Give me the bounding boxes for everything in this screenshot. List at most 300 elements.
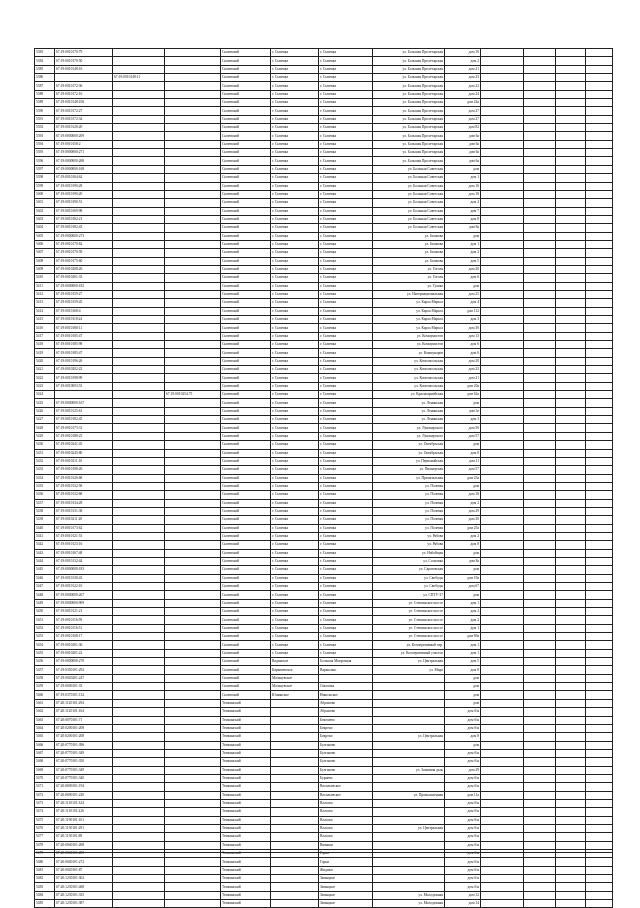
settlement-cell: г. Сычевка (271, 307, 319, 315)
cadastral-number-extra-cell (165, 332, 221, 340)
empty-cell (481, 274, 524, 282)
table-row (35, 808, 613, 816)
empty-cell (556, 799, 586, 807)
cadastral-number-extra-cell (165, 341, 221, 349)
empty-cell (524, 474, 556, 482)
row-number-cell: 5430 (35, 441, 55, 449)
cadastral-number-alt-cell (113, 282, 165, 290)
locality-cell: г. Сычевка (319, 407, 373, 415)
house-number-cell: дом 2 (445, 199, 481, 207)
locality-cell: г. Сычевка (319, 65, 373, 73)
street-cell: ул. Большая Пролетарская (373, 140, 445, 148)
cadastral-number-alt-cell (113, 758, 165, 766)
locality-cell: Бурнево (319, 774, 373, 782)
empty-cell (556, 624, 586, 632)
empty-cell (556, 374, 586, 382)
house-number-cell: дом 2 (445, 616, 481, 624)
street-cell: ул. Сосновка (373, 557, 445, 565)
empty-cell (556, 841, 586, 849)
locality-cell: г. Сычевка (319, 290, 373, 298)
district-cell: Сычевский (221, 190, 271, 198)
cadastral-number-cell: 67:19:0000000:182 (55, 282, 113, 290)
house-number-cell: дом 2 (445, 249, 481, 257)
row-number-cell: 5468 (35, 758, 55, 766)
street-cell: ул. Луначарского (373, 424, 445, 432)
locality-cell: г. Сычевка (319, 466, 373, 474)
empty-cell (586, 341, 613, 349)
locality-cell: Бекрено (319, 724, 373, 732)
street-cell: ул. Пионерская (373, 466, 445, 474)
empty-cell (586, 157, 613, 165)
empty-cell (524, 307, 556, 315)
district-cell: Темкинский (221, 866, 271, 874)
street-cell: ул. Полевая (373, 491, 445, 499)
house-number-cell: дом б/н (445, 783, 481, 791)
empty-cell (556, 457, 586, 465)
empty-cell (481, 883, 524, 891)
house-number-cell: дом 69а (445, 633, 481, 641)
table-row (35, 249, 613, 257)
row-number-cell: 5394 (35, 140, 55, 148)
empty-cell (481, 457, 524, 465)
district-cell: Сычевский (221, 566, 271, 574)
empty-cell (556, 182, 586, 190)
street-cell (373, 741, 445, 749)
empty-cell (586, 374, 613, 382)
cadastral-number-extra-cell (165, 699, 221, 707)
street-cell: ул. Бычкова (373, 249, 445, 257)
empty-cell (586, 357, 613, 365)
row-number-cell: 5413 (35, 299, 55, 307)
district-cell: Сычевский (221, 357, 271, 365)
cadastral-number-cell: 67:19:0010131:38 (55, 507, 113, 515)
street-cell: ул. Молодежная (373, 891, 445, 899)
house-number-cell: дом (445, 691, 481, 699)
settlement-cell: г. Сычевка (271, 357, 319, 365)
cadastral-number-alt-cell (113, 99, 165, 107)
district-cell: Сычевский (221, 199, 271, 207)
house-number-cell: дом 23 (445, 74, 481, 82)
empty-cell (524, 257, 556, 265)
row-number-cell: 5411 (35, 282, 55, 290)
row-number-cell: 5423 (35, 382, 55, 390)
settlement-cell: г. Сычевка (271, 532, 319, 540)
empty-cell (481, 441, 524, 449)
cadastral-number-cell: 67:20:1230101:387 (55, 900, 113, 908)
table-row (35, 65, 613, 73)
street-cell: ул. СПТУ-37 (373, 591, 445, 599)
cadastral-number-extra-cell: 67:19:0010254:75 (165, 391, 221, 399)
table-row (35, 457, 613, 465)
settlement-cell: г. Сычевка (271, 207, 319, 215)
locality-cell: г. Сычевка (319, 599, 373, 607)
cadastral-number-cell: 67:19:0010172:16 (55, 90, 113, 98)
empty-cell (481, 341, 524, 349)
settlement-cell (271, 749, 319, 757)
cadastral-number-alt-cell (113, 799, 165, 807)
settlement-cell (271, 816, 319, 824)
empty-cell (481, 82, 524, 90)
cadastral-number-cell: 67:19:0010173:62 (55, 524, 113, 532)
cadastral-number-extra-cell (165, 541, 221, 549)
locality-cell: Горки (319, 858, 373, 866)
street-cell: ул. Коммунаров (373, 349, 445, 357)
cadastral-number-extra-cell (165, 374, 221, 382)
street-cell: ул. Набойщая (373, 549, 445, 557)
cadastral-number-cell: 67:19:0010190:51 (55, 199, 113, 207)
empty-cell (586, 382, 613, 390)
cadastral-number-extra-cell (165, 157, 221, 165)
table-row (35, 507, 613, 515)
settlement-cell: Караваевское (271, 666, 319, 674)
street-cell: ул. Рябова (373, 541, 445, 549)
district-cell: Темкинский (221, 824, 271, 832)
house-number-cell: дом (445, 674, 481, 682)
row-number-cell: 5447 (35, 583, 55, 591)
table-row (35, 149, 613, 157)
cadastral-number-alt-cell (113, 416, 165, 424)
empty-cell (586, 649, 613, 657)
table-row (35, 758, 613, 766)
locality-cell: г. Сычевка (319, 349, 373, 357)
cadastral-number-extra-cell (165, 516, 221, 524)
locality-cell: г. Сычевка (319, 382, 373, 390)
cadastral-number-alt-cell (113, 633, 165, 641)
cadastral-number-alt-cell (113, 316, 165, 324)
district-cell: Темкинский (221, 724, 271, 732)
cadastral-number-alt-cell (113, 474, 165, 482)
cadastral-number-cell: 67:19:0010170:62 (55, 240, 113, 248)
row-number-cell: 5476 (35, 824, 55, 832)
cadastral-number-alt-cell (113, 115, 165, 123)
district-cell: Темкинский (221, 741, 271, 749)
cadastral-number-alt-cell (113, 691, 165, 699)
empty-cell (481, 699, 524, 707)
locality-cell: г. Сычевка (319, 107, 373, 115)
district-cell: Сычевский (221, 633, 271, 641)
empty-cell (524, 282, 556, 290)
empty-cell (481, 99, 524, 107)
cadastral-number-cell: 67:19:0010170:50 (55, 57, 113, 65)
cadastral-number-cell: 67:20:0690101:220 (55, 791, 113, 799)
cadastral-number-extra-cell (165, 591, 221, 599)
house-number-cell: дом 6 (445, 274, 481, 282)
cadastral-number-cell: 67:19:0010116:59 (55, 616, 113, 624)
empty-cell (586, 666, 613, 674)
house-number-cell: дом 30 (445, 324, 481, 332)
street-cell: ул. Большая Пролетарская (373, 82, 445, 90)
cadastral-number-alt-cell (113, 466, 165, 474)
district-cell: Сычевский (221, 549, 271, 557)
house-number-cell: дом 20 (445, 357, 481, 365)
table-row (35, 282, 613, 290)
empty-cell (556, 524, 586, 532)
house-number-cell: дом б/н (445, 841, 481, 849)
row-number-cell: 5473 (35, 799, 55, 807)
district-cell: Сычевский (221, 641, 271, 649)
cadastral-number-extra-cell (165, 407, 221, 415)
district-cell: Сычевский (221, 299, 271, 307)
empty-cell (586, 349, 613, 357)
empty-cell (586, 257, 613, 265)
street-cell: ул. Молодежная (373, 900, 445, 908)
cadastral-number-cell: 67:19:0010132:58 (55, 482, 113, 490)
cadastral-number-alt-cell (113, 249, 165, 257)
cadastral-number-extra-cell (165, 474, 221, 482)
house-number-cell: дом (445, 399, 481, 407)
row-number-cell: 5454 (35, 641, 55, 649)
locality-cell (319, 674, 373, 682)
empty-cell (586, 741, 613, 749)
table-row (35, 766, 613, 774)
cadastral-number-alt-cell (113, 824, 165, 832)
empty-cell (556, 900, 586, 908)
district-cell: Сычевский (221, 541, 271, 549)
house-number-cell: дом 1 (445, 599, 481, 607)
locality-cell: г. Сычевка (319, 165, 373, 173)
row-number-cell: 5409 (35, 265, 55, 273)
table-row (35, 257, 613, 265)
locality-cell: Васильевское (319, 783, 373, 791)
locality-cell: г. Сычевка (319, 624, 373, 632)
locality-cell: Вязники (319, 841, 373, 849)
table-row (35, 900, 613, 908)
cadastral-number-extra-cell (165, 649, 221, 657)
cadastral-number-cell: 67:19:0010185:47 (55, 349, 113, 357)
row-number-cell: 5442 (35, 541, 55, 549)
cadastral-number-extra-cell (165, 566, 221, 574)
cadastral-number-alt-cell (113, 599, 165, 607)
cadastral-number-cell: 67:20:1230101:468 (55, 883, 113, 891)
empty-cell (586, 391, 613, 399)
empty-cell (586, 207, 613, 215)
house-number-cell: дом 112 (445, 307, 481, 315)
cadastral-number-extra-cell (165, 574, 221, 582)
row-number-cell: 5395 (35, 149, 55, 157)
empty-cell (524, 624, 556, 632)
locality-cell: Замыцкое (319, 875, 373, 883)
empty-cell (481, 324, 524, 332)
row-number-cell: 5475 (35, 816, 55, 824)
empty-cell (481, 758, 524, 766)
empty-cell (556, 49, 586, 57)
district-cell: Сычевский (221, 557, 271, 565)
house-number-cell: дом 57 (445, 432, 481, 440)
cadastral-number-alt-cell: 67:19:0010148:11 (113, 74, 165, 82)
empty-cell (586, 174, 613, 182)
empty-cell (524, 516, 556, 524)
empty-cell (524, 549, 556, 557)
cadastral-number-cell (55, 74, 113, 82)
empty-cell (556, 766, 586, 774)
cadastral-number-cell: 67:19:0000000:271 (55, 149, 113, 157)
empty-cell (556, 574, 586, 582)
street-cell (373, 724, 445, 732)
row-number-cell: 5470 (35, 774, 55, 782)
cadastral-number-alt-cell (113, 883, 165, 891)
row-number-cell: 5445 (35, 566, 55, 574)
house-number-cell: дом 12 (445, 891, 481, 899)
district-cell: Сычевский (221, 290, 271, 298)
street-cell: ул. Комсомольская (373, 382, 445, 390)
cadastral-number-extra-cell (165, 524, 221, 532)
empty-cell (556, 349, 586, 357)
district-cell: Сычевский (221, 591, 271, 599)
settlement-cell (271, 833, 319, 841)
table-row (35, 683, 613, 691)
row-number-cell: 5446 (35, 574, 55, 582)
district-cell: Сычевский (221, 432, 271, 440)
locality-cell: г. Сычевка (319, 457, 373, 465)
cadastral-number-alt-cell (113, 140, 165, 148)
street-cell: ул. Комсомольская (373, 374, 445, 382)
locality-cell: г. Сычевка (319, 616, 373, 624)
empty-cell (524, 374, 556, 382)
cadastral-number-extra-cell (165, 816, 221, 824)
empty-cell (586, 199, 613, 207)
empty-cell (586, 332, 613, 340)
row-number-cell: 5393 (35, 132, 55, 140)
empty-cell (524, 574, 556, 582)
cadastral-number-extra-cell (165, 499, 221, 507)
row-number-cell: 5438 (35, 507, 55, 515)
table-row (35, 799, 613, 807)
empty-cell (481, 107, 524, 115)
cadastral-number-extra-cell (165, 349, 221, 357)
locality-cell: г. Сычевка (319, 199, 373, 207)
cadastral-number-alt-cell (113, 491, 165, 499)
empty-cell (524, 199, 556, 207)
street-cell: ул. Кооперативный пер. (373, 641, 445, 649)
house-number-cell: дом 14 (445, 900, 481, 908)
house-number-cell: дом (445, 741, 481, 749)
row-number-cell: 5428 (35, 424, 55, 432)
empty-cell (586, 282, 613, 290)
row-number-cell: 5392 (35, 124, 55, 132)
empty-cell (481, 49, 524, 57)
cadastral-number-extra-cell (165, 74, 221, 82)
district-cell: Темкинский (221, 833, 271, 841)
street-cell (373, 858, 445, 866)
locality-cell: г. Сычевка (319, 274, 373, 282)
settlement-cell: г. Сычевка (271, 316, 319, 324)
row-number-cell: 5390 (35, 107, 55, 115)
row-number-cell: 5464 (35, 724, 55, 732)
empty-cell (556, 507, 586, 515)
district-cell: Темкинский (221, 883, 271, 891)
cadastral-number-cell: 67:19:0010130:43 (55, 574, 113, 582)
cadastral-number-alt-cell (113, 399, 165, 407)
cadastral-number-cell: 67:20:0770101:350 (55, 758, 113, 766)
empty-cell (481, 132, 524, 140)
cadastral-number-extra-cell (165, 866, 221, 874)
empty-cell (586, 57, 613, 65)
settlement-cell: г. Сычевка (271, 566, 319, 574)
settlement-cell (271, 774, 319, 782)
settlement-cell (271, 883, 319, 891)
empty-cell (481, 741, 524, 749)
empty-cell (586, 115, 613, 123)
row-number-cell: 5408 (35, 257, 55, 265)
district-cell: Сычевский (221, 599, 271, 607)
cadastral-number-alt-cell (113, 424, 165, 432)
cadastral-number-alt-cell (113, 82, 165, 90)
district-cell: Сычевский (221, 224, 271, 232)
empty-cell (481, 649, 524, 657)
locality-cell: г. Сычевка (319, 482, 373, 490)
row-number-cell: 5437 (35, 499, 55, 507)
row-number-cell: 5426 (35, 407, 55, 415)
house-number-cell: дом 2 (445, 532, 481, 540)
locality-cell: г. Сычевка (319, 341, 373, 349)
empty-cell (524, 190, 556, 198)
district-cell: Сычевский (221, 332, 271, 340)
cadastral-number-alt-cell (113, 774, 165, 782)
empty-cell (481, 858, 524, 866)
cadastral-number-cell: 67:19:0010123:16 (55, 541, 113, 549)
settlement-cell: г. Сычевка (271, 474, 319, 482)
empty-cell (556, 441, 586, 449)
empty-cell (524, 900, 556, 908)
house-number-cell: дом 6 (445, 349, 481, 357)
row-number-cell: 5391 (35, 115, 55, 123)
empty-cell (556, 883, 586, 891)
empty-cell (586, 791, 613, 799)
empty-cell (556, 816, 586, 824)
locality-cell: г. Сычевка (319, 224, 373, 232)
table-row (35, 190, 613, 198)
locality-cell: г. Сычевка (319, 282, 373, 290)
street-cell: ул. Свободы (373, 574, 445, 582)
house-number-cell: дом б/н (445, 808, 481, 816)
house-number-cell: дом 6а (445, 140, 481, 148)
district-cell: Сычевский (221, 583, 271, 591)
locality-cell: г. Сычевка (319, 474, 373, 482)
district-cell: Сычевский (221, 115, 271, 123)
cadastral-number-cell: 67:19:0010211:10 (55, 457, 113, 465)
house-number-cell: дом 5 (445, 658, 481, 666)
table-row (35, 391, 613, 399)
cadastral-number-extra-cell (165, 850, 221, 858)
table-row (35, 399, 613, 407)
empty-cell (481, 249, 524, 257)
cadastral-number-extra-cell (165, 716, 221, 724)
table-row (35, 382, 613, 390)
empty-cell (481, 290, 524, 298)
locality-cell: г. Сычевка (319, 57, 373, 65)
cadastral-number-alt-cell (113, 900, 165, 908)
street-cell: ул. Большая Пролетарская (373, 65, 445, 73)
cadastral-number-alt-cell (113, 457, 165, 465)
table-row (35, 624, 613, 632)
cadastral-number-cell: 67:20:0040101:208 (55, 841, 113, 849)
table-row (35, 875, 613, 883)
locality-cell: г. Сычевка (319, 232, 373, 240)
empty-cell (586, 641, 613, 649)
empty-cell (556, 357, 586, 365)
row-number-cell: 5404 (35, 224, 55, 232)
district-cell: Сычевский (221, 140, 271, 148)
empty-cell (524, 599, 556, 607)
empty-cell (586, 532, 613, 540)
house-number-cell: дом 23 (445, 366, 481, 374)
table-row (35, 557, 613, 565)
empty-cell (481, 140, 524, 148)
cadastral-number-extra-cell (165, 140, 221, 148)
cadastral-number-cell: 67:20:1120101:294 (55, 699, 113, 707)
settlement-cell: г. Сычевка (271, 65, 319, 73)
locality-cell: г. Сычевка (319, 182, 373, 190)
